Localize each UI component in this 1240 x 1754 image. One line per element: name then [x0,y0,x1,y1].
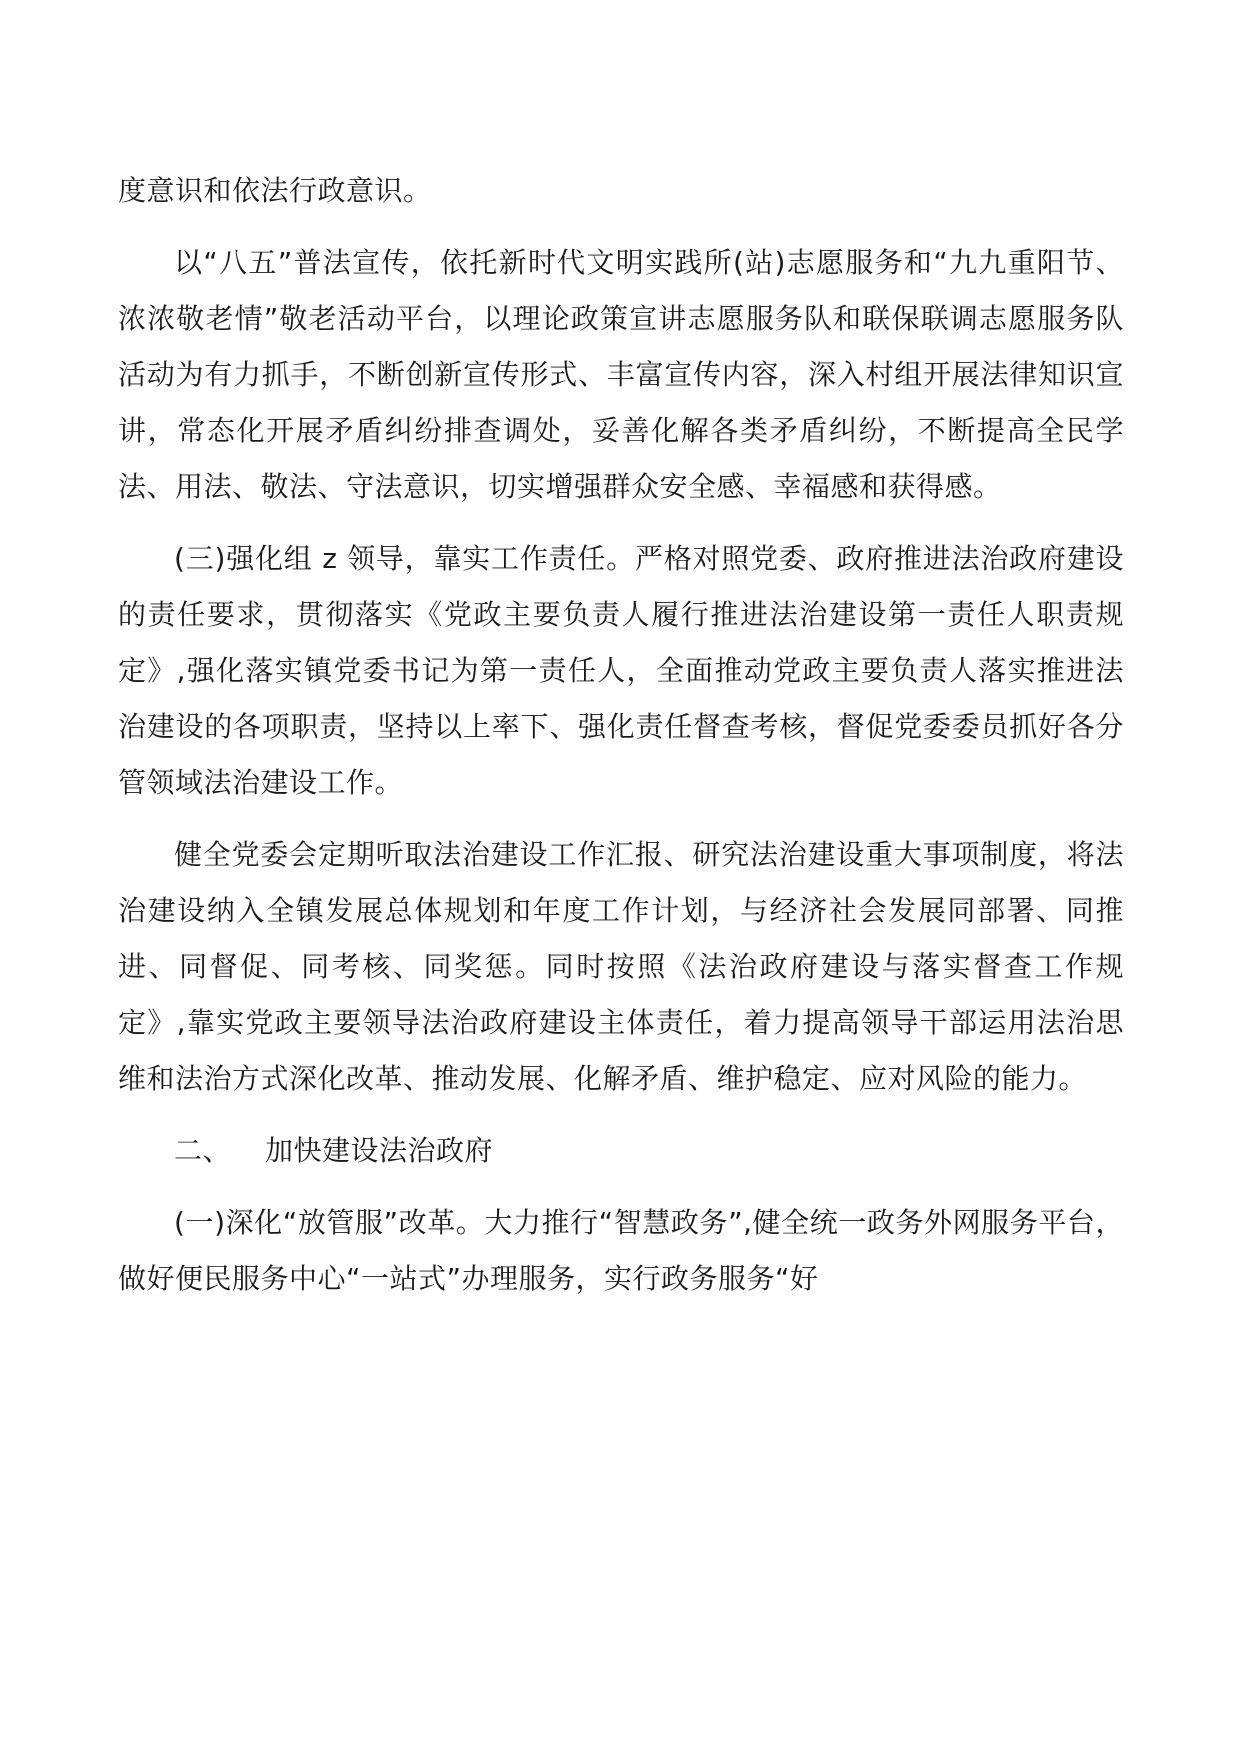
section-heading-title: 加快建设法治政府 [265,1134,494,1167]
document-body [118,163,1124,1307]
paragraph-legal-publicity: 以“八五”普法宣传，依托新时代文明实践所(站)志愿服务和“九九重阳节、浓浓敬老情”敬老活动平台，以理论政策宣讲志愿服务队和联保联调志愿服务队活动为有力抓手，不断创新宣传形式、丰富宣传内容，深入村组开展法律知识宣讲，常态化开展矛盾纠纷排查调处，妥善化解各类矛盾纠纷，不断提高全民学法、用法、敬法、守法意识，切实增强群众安全感、幸福感和获得感。 [118,246,1124,503]
paragraph-reform: (一)深化“放管服”改革。大力推行“智慧政务”,健全统一政务外网服务平台，做好便民服务中心“一站式”办理服务，实行政务服务“好 [118,1206,1124,1295]
section-heading [118,1123,1124,1179]
section-heading-number: 二、 [174,1134,232,1167]
paragraph-leadership-responsibility: (三)强化组 z 领导，靠实工作责任。严格对照党委、政府推进法治政府建设的责任要求，贯彻落实《党政主要负责人履行推进法治建设第一责任人职责规定》,强化落实镇党委书记为第一责任人，全面推动党政主要负责人落实推进法治建设的各项职责，坚持以上率下、强化责任督查考核，督促党委委员抓好各分管领域法治建设工作。 [118,542,1124,799]
paragraph-party-committee-system: 健全党委会定期听取法治建设工作汇报、研究法治建设重大事项制度，将法治建设纳入全镇发展总体规划和年度工作计划，与经济社会发展同部署、同推进、同督促、同考核、同奖惩。同时按照《法治政府建设与落实督查工作规定》,靠实党政主要领导法治政府建设主体责任，着力提高领导干部运用法治思维和法治方式深化改革、推动发展、化解矛盾、维护稳定、应对风险的能力。 [118,838,1124,1095]
paragraph-continuation: 度意识和依法行政意识。 [118,174,432,207]
